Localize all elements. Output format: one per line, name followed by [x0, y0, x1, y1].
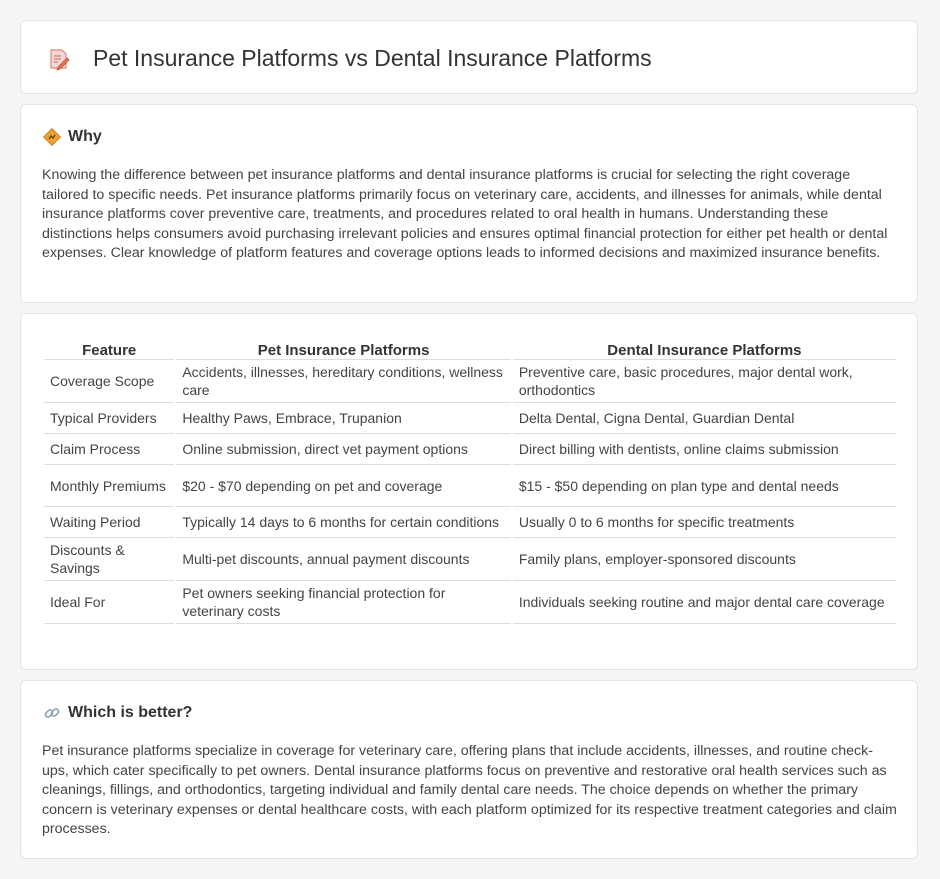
feature-cell: Discounts & Savings — [44, 538, 174, 581]
comparison-table — [42, 334, 898, 624]
feature-cell: Monthly Premiums — [44, 465, 174, 507]
table-row — [44, 434, 896, 465]
document-pencil-icon — [47, 47, 71, 71]
feature-cell: Waiting Period — [44, 507, 174, 538]
pet-cell: Typically 14 days to 6 months for certain conditions — [176, 507, 511, 538]
pet-cell: Pet owners seeking financial protection for veterinary costs — [176, 581, 511, 624]
header-feature: Feature — [44, 334, 174, 360]
page-title: Pet Insurance Platforms vs Dental Insurance Platforms — [93, 45, 652, 71]
dental-cell: Family plans, employer-sponsored discounts — [513, 538, 896, 581]
pet-cell: Accidents, illnesses, hereditary conditions, wellness care — [176, 360, 511, 403]
table-row — [44, 507, 896, 538]
table-row — [44, 403, 896, 434]
dental-cell: Individuals seeking routine and major dental care coverage — [513, 581, 896, 624]
comparison-section — [20, 313, 918, 670]
why-title: Why — [68, 128, 102, 145]
table-row — [44, 538, 896, 581]
dental-cell: Preventive care, basic procedures, major dental work, orthodontics — [513, 360, 896, 403]
which-is-better-section — [20, 680, 918, 859]
table-row — [44, 465, 896, 507]
dental-cell: Direct billing with dentists, online claims submission — [513, 434, 896, 465]
table-row — [44, 581, 896, 624]
table-row — [44, 360, 896, 403]
better-header — [43, 703, 192, 723]
pet-cell: Online submission, direct vet payment options — [176, 434, 511, 465]
feature-cell: Typical Providers — [44, 403, 174, 434]
title-card — [20, 20, 918, 94]
better-title: Which is better? — [68, 704, 193, 721]
better-text: Pet insurance platforms specialize in coverage for veterinary care, offering plans that include accidents, illnesses, and routine check-ups, which cater specifically to pet owners. Dental insurance platforms focus on preventive and restorative oral health services such as cleanings, fillings, and orthodontics, targeting individual and family dental care needs. The choice depends on whether the primary concern is veterinary expenses or dental healthcare costs, with each platform optimized for its respective treatment categories and claim processes. — [42, 743, 897, 837]
pet-cell: Multi-pet discounts, annual payment discounts — [176, 538, 511, 581]
dental-cell: Usually 0 to 6 months for specific treatments — [513, 507, 896, 538]
feature-cell: Coverage Scope — [44, 360, 174, 403]
header-dental: Dental Insurance Platforms — [513, 334, 896, 360]
why-section — [20, 104, 918, 303]
dental-cell: Delta Dental, Cigna Dental, Guardian Dental — [513, 403, 896, 434]
why-header — [43, 127, 102, 147]
feature-cell: Ideal For — [44, 581, 174, 624]
table-header-row — [44, 334, 896, 360]
pet-cell: Healthy Paws, Embrace, Trupanion — [176, 403, 511, 434]
why-text: Knowing the difference between pet insurance platforms and dental insurance platforms is crucial for selecting the right coverage tailored to specific needs. Pet insurance platforms primarily focus on veterinary care, accidents, and illnesses for animals, while dental insurance platforms cover preventive care, treatments, and procedures related to oral health in humans. Understanding these distinctions helps consumers avoid purchasing irrelevant policies and ensures optimal financial protection for either pet health or dental expenses. Clear knowledge of platform features and coverage options leads to informed decisions and maximized insurance benefits. — [42, 167, 888, 261]
dental-cell: $15 - $50 depending on plan type and dental needs — [513, 465, 896, 507]
header-pet: Pet Insurance Platforms — [176, 334, 511, 360]
link-icon — [43, 704, 61, 722]
diamond-signal-icon — [43, 128, 61, 146]
pet-cell: $20 - $70 depending on pet and coverage — [176, 465, 511, 507]
feature-cell: Claim Process — [44, 434, 174, 465]
